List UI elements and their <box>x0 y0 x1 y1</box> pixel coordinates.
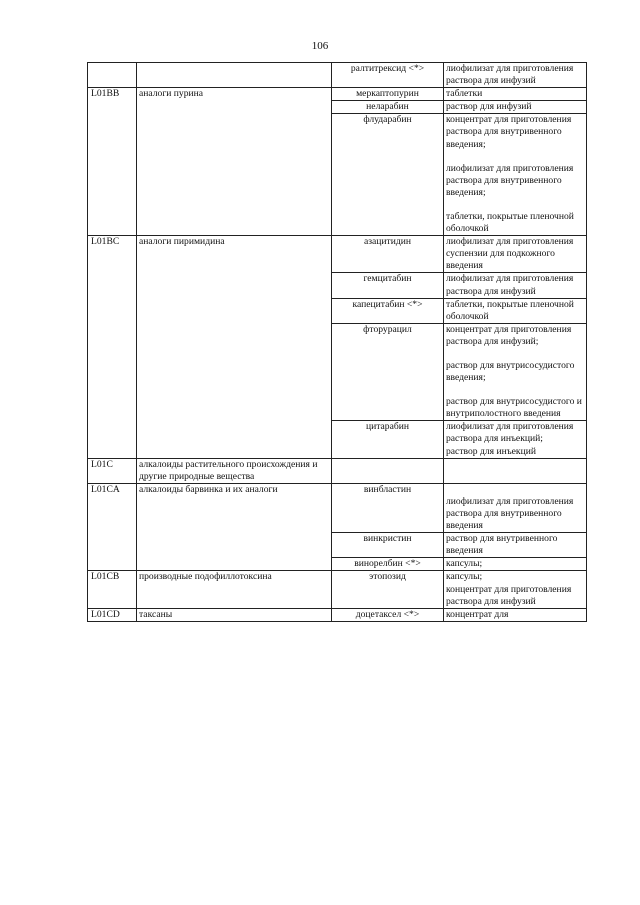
drug-name-cell: меркаптопурин <box>332 88 444 101</box>
dosage-form-cell <box>444 458 587 483</box>
atc-code-cell: L01CB <box>88 571 137 608</box>
dosage-form-text: концентрат для приготовления раствора для внутривенного введения; <box>446 114 572 150</box>
dosage-form-text: лиофилизат для приготовления раствора для инфузий <box>446 273 574 297</box>
dosage-form-text: раствор для внутрисосудистого и внутриполостного введения <box>446 396 582 420</box>
dosage-form-text: таблетки <box>446 88 483 100</box>
dosage-form-text: лиофилизат для приготовления раствора для инфузий <box>446 63 574 87</box>
spacer <box>446 348 584 360</box>
drug-name-cell <box>332 458 444 483</box>
group-name-cell: производные подофиллотоксина <box>137 571 332 608</box>
dosage-form-cell <box>444 101 587 114</box>
spacer <box>446 384 584 396</box>
atc-code-cell <box>88 63 137 88</box>
drug-table-body <box>88 63 587 622</box>
spacer <box>446 151 584 163</box>
atc-code-cell: L01CD <box>88 608 137 621</box>
dosage-form-cell <box>444 88 587 101</box>
atc-code-cell: L01CA <box>88 483 137 571</box>
dosage-form-cell <box>444 608 587 621</box>
drug-name-cell: этопозид <box>332 571 444 608</box>
dosage-form-text: таблетки, покрытые пленочной оболочкой <box>446 298 574 322</box>
table-row <box>88 571 587 608</box>
group-name-cell: алкалоиды растительного происхождения и другие природные вещества <box>137 458 332 483</box>
dosage-form-cell <box>444 236 587 273</box>
dosage-form-cell <box>444 421 587 458</box>
group-name-cell <box>137 63 332 88</box>
dosage-form-text: раствор для инфузий <box>446 101 532 113</box>
dosage-form-text: раствор для внутрисосудистого введения; <box>446 359 575 384</box>
spacer <box>446 199 584 211</box>
dosage-form-cell <box>444 298 587 323</box>
dosage-form-cell <box>444 533 587 558</box>
table-row <box>88 88 587 101</box>
drug-name-cell: доцетаксел <*> <box>332 608 444 621</box>
table-row <box>88 63 587 88</box>
dosage-form-cell <box>444 63 587 88</box>
drug-name-cell: цитарабин <box>332 421 444 458</box>
group-name-cell: аналоги пиримидина <box>137 236 332 459</box>
dosage-form-cell <box>444 558 587 571</box>
dosage-form-text: лиофилизат для приготовления раствора для внутривенного введения <box>446 495 574 532</box>
dosage-form-cell <box>444 483 587 532</box>
dosage-form-text: концентрат для <box>446 608 509 620</box>
drug-table <box>87 62 587 622</box>
table-row <box>88 483 587 532</box>
atc-code-cell: L01C <box>88 458 137 483</box>
drug-name-cell: фторурацил <box>332 323 444 421</box>
dosage-form-text: раствор для внутривенного введения <box>446 533 558 557</box>
table-row <box>88 236 587 273</box>
drug-name-cell: ралтитрексид <*> <box>332 63 444 88</box>
dosage-form-text: таблетки, покрытые пленочной оболочкой <box>446 210 574 235</box>
group-name-cell: аналоги пурина <box>137 88 332 236</box>
dosage-form-text: концентрат для приготовления раствора для инфузий; <box>446 323 572 347</box>
group-name-cell: алкалоиды барвинка и их аналоги <box>137 483 332 571</box>
drug-name-cell: винорелбин <*> <box>332 558 444 571</box>
dosage-form-text: лиофилизат для приготовления суспензии для подкожного введения <box>446 236 574 272</box>
page-number: 106 <box>311 40 329 52</box>
dosage-form-text: капсулы; <box>446 558 483 570</box>
atc-code-cell: L01BB <box>88 88 137 236</box>
dosage-form-text: лиофилизат для приготовления раствора для внутривенного введения; <box>446 162 574 198</box>
drug-name-cell: гемцитабин <box>332 273 444 298</box>
group-name-cell: таксаны <box>137 608 332 621</box>
dosage-form-text: капсулы; концентрат для приготовления раствора для инфузий <box>446 571 572 607</box>
drug-name-cell: неларабин <box>332 101 444 114</box>
table-row <box>88 458 587 483</box>
drug-name-cell: винкристин <box>332 533 444 558</box>
drug-name-cell: азацитидин <box>332 236 444 273</box>
dosage-form-cell <box>444 323 587 421</box>
drug-name-cell: флударабин <box>332 114 444 236</box>
dosage-form-cell <box>444 273 587 298</box>
atc-code-cell: L01BC <box>88 236 137 459</box>
dosage-form-cell <box>444 571 587 608</box>
drug-name-cell: винбластин <box>332 483 444 532</box>
dosage-form-cell <box>444 114 587 236</box>
drug-name-cell: капецитабин <*> <box>332 298 444 323</box>
table-row <box>88 608 587 621</box>
dosage-form-text: лиофилизат для приготовления раствора для инъекций; раствор для инъекций <box>446 421 574 457</box>
